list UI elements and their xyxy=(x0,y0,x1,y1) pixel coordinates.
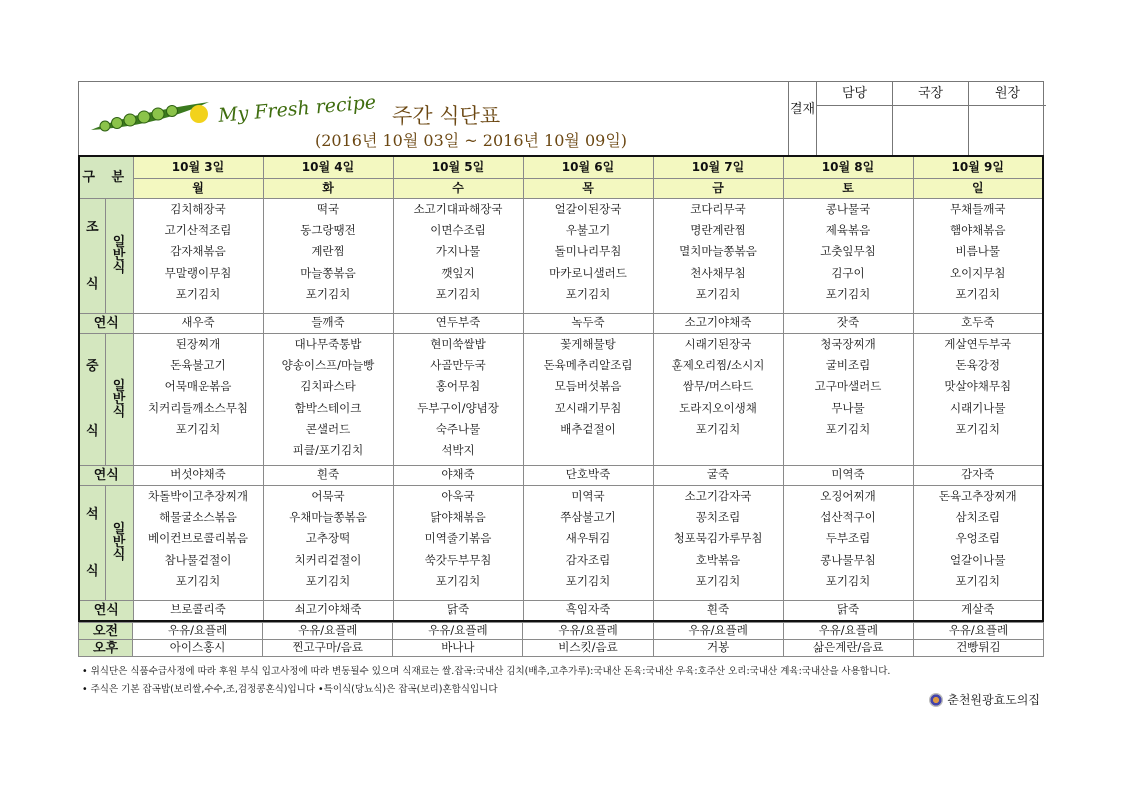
menu-cell xyxy=(783,333,913,465)
signature-box[interactable] xyxy=(817,106,893,156)
am-snack-item: 우유/요플레 xyxy=(913,623,1043,640)
menu-item: 해물굴소스볶음 xyxy=(159,509,237,524)
day-date: 10월 8일 xyxy=(783,156,913,178)
menu-item: 청포묵김가루무침 xyxy=(673,531,763,546)
menu-item: 포기김치 xyxy=(305,287,351,302)
menu-item: 마카로니샐러드 xyxy=(549,265,627,280)
menu-cell xyxy=(523,485,653,600)
menu-item: 포기김치 xyxy=(565,574,611,589)
page-title: 주간 식단표 xyxy=(392,104,501,128)
menu-item: 맛살야채무침 xyxy=(944,379,1012,394)
menu-item: 돈육강정 xyxy=(955,357,1000,372)
menu-item: 양송이스프/마늘빵 xyxy=(281,357,375,372)
dinner-label: 석 식 xyxy=(79,485,105,600)
menu-item: 모듬버섯볶음 xyxy=(554,379,622,394)
menu-item: 포기김치 xyxy=(175,422,221,437)
menu-item: 오징어찌개 xyxy=(820,488,876,503)
menu-item: 피클/포기김치 xyxy=(292,443,364,458)
menu-item: 콩나물무침 xyxy=(820,552,876,567)
menu-item: 참나물겉절이 xyxy=(164,552,232,567)
menu-item: 포기김치 xyxy=(825,422,871,437)
soft-diet-item: 흑임자죽 xyxy=(523,600,653,621)
menu-cell xyxy=(393,333,523,465)
menu-item: 포기김치 xyxy=(825,287,871,302)
menu-item: 꽃게해물탕 xyxy=(560,336,616,351)
menu-item: 떡국 xyxy=(316,201,340,216)
menu-item: 훈제오리찜/소시지 xyxy=(671,357,765,372)
am-snack-label: 오전 xyxy=(79,623,133,640)
am-snack-item: 우유/요플레 xyxy=(393,623,523,640)
menu-item: 햄야채볶음 xyxy=(949,222,1006,237)
menu-item: 멸치마늘쫑볶음 xyxy=(679,244,757,259)
pea-pod-logo-icon xyxy=(87,96,217,136)
soft-diet-label: 연식 xyxy=(79,465,133,485)
menu-item: 섭산적구이 xyxy=(820,509,876,524)
menu-item: 시래기나물 xyxy=(949,400,1006,415)
menu-item: 쌈무/머스타드 xyxy=(682,379,754,394)
soft-diet-item: 닭죽 xyxy=(393,600,523,621)
soft-diet-item: 게살죽 xyxy=(913,600,1043,621)
note-line: • 주식은 기본 잡곡밥(보리쌀,수수,조,검정콩혼식)입니다 •특이식(당뇨식)은 잡곡(보리)혼합식입니다 xyxy=(82,684,498,695)
menu-item: 우채마늘쫑볶음 xyxy=(289,509,367,524)
menu-item: 도라지오이생채 xyxy=(679,400,757,415)
breakfast-label: 조 식 xyxy=(79,198,105,313)
soft-diet-item: 녹두죽 xyxy=(523,313,653,333)
note-line: • 위식단은 식품수급사정에 따라 후원 부식 입고사정에 따라 변동될수 있으며 식재료는 쌀.잡곡:국내산 김치(배추,고추가루):국내산 돈육:국내산 우육:호주산 오리:국내산 계육:국내산을 사용합니다. xyxy=(82,666,891,677)
menu-item: 차돌박이고추장찌개 xyxy=(148,488,248,503)
menu-item: 게살연두부국 xyxy=(944,336,1012,351)
menu-cell xyxy=(523,198,653,313)
menu-item: 돌미나리무침 xyxy=(554,244,622,259)
pm-snack-item: 거봉 xyxy=(653,640,783,657)
pm-snack-item: 찐고구마/음료 xyxy=(263,640,393,657)
menu-item: 김구이 xyxy=(831,265,865,280)
approval-box xyxy=(788,82,1046,156)
pm-snack-item: 바나나 xyxy=(393,640,523,657)
menu-item: 코다리무국 xyxy=(690,201,746,216)
lunch-label: 중 식 xyxy=(79,333,105,465)
dinner-sub-label: 일 반 식 xyxy=(105,485,133,600)
approval-role: 담당 xyxy=(817,82,893,106)
menu-item: 감자조림 xyxy=(565,552,611,567)
menu-item: 시래기된장국 xyxy=(684,336,752,351)
menu-cell xyxy=(913,333,1043,465)
menu-item: 쭈삼불고기 xyxy=(560,509,616,524)
menu-item: 치커리겉절이 xyxy=(294,552,362,567)
menu-item: 소고기대파해장국 xyxy=(413,201,503,216)
pm-snack-label: 오후 xyxy=(79,640,133,657)
menu-item: 마늘쫑볶음 xyxy=(300,265,356,280)
menu-item: 우불고기 xyxy=(565,222,611,237)
menu-item: 닭야채볶음 xyxy=(430,509,486,524)
menu-item: 포기김치 xyxy=(825,574,871,589)
soft-diet-item: 소고기야채죽 xyxy=(653,313,783,333)
soft-diet-item: 흰죽 xyxy=(653,600,783,621)
menu-item: 고추장떡 xyxy=(305,531,351,546)
menu-item: 고구마샐러드 xyxy=(814,379,882,394)
menu-item: 무나물 xyxy=(831,400,865,415)
menu-cell xyxy=(263,198,393,313)
menu-item: 포기김치 xyxy=(305,574,351,589)
menu-item: 꼬시래기무침 xyxy=(554,400,622,415)
soft-diet-label: 연식 xyxy=(79,313,133,333)
day-date: 10월 5일 xyxy=(393,156,523,178)
menu-item: 두부구이/양념장 xyxy=(417,400,499,415)
day-weekday: 화 xyxy=(263,178,393,198)
menu-item: 천사채무침 xyxy=(690,265,746,280)
menu-item: 제육볶음 xyxy=(825,222,871,237)
menu-item: 비름나물 xyxy=(955,244,1000,259)
menu-item: 호박볶음 xyxy=(695,552,741,567)
menu-cell xyxy=(783,485,913,600)
day-date: 10월 7일 xyxy=(653,156,783,178)
menu-item: 어묵매운볶음 xyxy=(164,379,232,394)
institution xyxy=(929,691,1040,708)
menu-item: 소고기감자국 xyxy=(684,488,752,503)
menu-item: 꽁치조림 xyxy=(695,509,741,524)
snack-table xyxy=(78,622,1044,657)
menu-item: 미역줄기볶음 xyxy=(424,531,492,546)
institution-name: 춘천원광효도의집 xyxy=(947,693,1040,707)
menu-item: 포기김치 xyxy=(695,422,741,437)
am-snack-item: 우유/요플레 xyxy=(523,623,653,640)
am-snack-item: 우유/요플레 xyxy=(133,623,263,640)
menu-item: 돈육불고기 xyxy=(170,357,226,372)
soft-diet-item: 흰죽 xyxy=(263,465,393,485)
menu-item: 이면수조림 xyxy=(430,222,486,237)
menu-cell xyxy=(653,485,783,600)
menu-item: 포기김치 xyxy=(955,574,1000,589)
institution-emblem-icon xyxy=(929,693,943,707)
day-weekday: 일 xyxy=(913,178,1043,198)
menu-item: 오이지무침 xyxy=(949,265,1006,280)
sheet-header xyxy=(78,81,1044,155)
menu-item: 포기김치 xyxy=(955,422,1000,437)
menu-item: 콘샐러드 xyxy=(305,422,351,437)
menu-item: 홍어무침 xyxy=(435,379,481,394)
menu-cell xyxy=(653,198,783,313)
soft-diet-item: 굴죽 xyxy=(653,465,783,485)
menu-item: 아욱국 xyxy=(441,488,475,503)
pm-snack-item: 삶은계란/음료 xyxy=(783,640,913,657)
menu-item: 무채들깨국 xyxy=(949,201,1006,216)
menu-item: 가지나물 xyxy=(435,244,481,259)
approval-role: 원장 xyxy=(969,82,1046,106)
menu-cell xyxy=(133,198,263,313)
lunch-sub-label: 일 반 식 xyxy=(105,333,133,465)
menu-item: 고춧잎무침 xyxy=(820,244,876,259)
soft-diet-item: 단호박죽 xyxy=(523,465,653,485)
menu-item: 삼치조림 xyxy=(955,509,1000,524)
soft-diet-label: 연식 xyxy=(79,600,133,621)
menu-cell xyxy=(263,333,393,465)
menu-item: 사골만두국 xyxy=(430,357,486,372)
menu-item: 석박지 xyxy=(441,443,475,458)
menu-cell xyxy=(653,333,783,465)
menu-item: 새우튀김 xyxy=(565,531,611,546)
pm-snack-item: 건빵튀김 xyxy=(913,640,1043,657)
menu-item: 현미쑥쌀밥 xyxy=(430,336,486,351)
soft-diet-item: 연두부죽 xyxy=(393,313,523,333)
menu-item: 청국장찌개 xyxy=(820,336,876,351)
menu-item: 된장찌개 xyxy=(175,336,221,351)
breakfast-sub-label: 일 반 식 xyxy=(105,198,133,313)
menu-cell xyxy=(263,485,393,600)
approval-role: 국장 xyxy=(893,82,969,106)
soft-diet-item: 감자죽 xyxy=(913,465,1043,485)
menu-item: 두부조림 xyxy=(825,531,871,546)
menu-sheet xyxy=(78,81,1044,711)
day-date: 10월 9일 xyxy=(913,156,1043,178)
menu-item: 동그랑땡전 xyxy=(300,222,356,237)
signature-box[interactable] xyxy=(893,106,969,156)
menu-item: 돈육고추장찌개 xyxy=(938,488,1017,503)
menu-item: 콩나물국 xyxy=(825,201,871,216)
menu-item: 명란계란찜 xyxy=(690,222,746,237)
menu-item: 어묵국 xyxy=(311,488,345,503)
soft-diet-item: 잣죽 xyxy=(783,313,913,333)
menu-item: 쑥갓두부무침 xyxy=(424,552,492,567)
soft-diet-item: 버섯야채죽 xyxy=(133,465,263,485)
date-range: (2016년 10월 03일 ~ 2016년 10월 09일) xyxy=(315,131,628,150)
am-snack-item: 우유/요플레 xyxy=(263,623,393,640)
menu-item: 김치파스타 xyxy=(300,379,356,394)
soft-diet-item: 야채죽 xyxy=(393,465,523,485)
soft-diet-item: 들깨죽 xyxy=(263,313,393,333)
menu-cell xyxy=(913,485,1043,600)
soft-diet-item: 미역죽 xyxy=(783,465,913,485)
meal-table xyxy=(78,155,1044,622)
menu-item: 감자채볶음 xyxy=(170,244,226,259)
soft-diet-item: 브로콜리죽 xyxy=(133,600,263,621)
soft-diet-item: 쇠고기야채죽 xyxy=(263,600,393,621)
soft-diet-item: 새우죽 xyxy=(133,313,263,333)
menu-item: 돈육메추리알조림 xyxy=(543,357,633,372)
logo-text: My Fresh recipe xyxy=(217,91,377,127)
menu-item: 포기김치 xyxy=(175,574,221,589)
day-weekday: 수 xyxy=(393,178,523,198)
day-weekday: 목 xyxy=(523,178,653,198)
menu-item: 배추겉절이 xyxy=(560,422,616,437)
menu-item: 얼갈이나물 xyxy=(949,552,1006,567)
menu-item: 포기김치 xyxy=(955,287,1000,302)
day-weekday: 토 xyxy=(783,178,913,198)
menu-item: 얼갈이된장국 xyxy=(554,201,622,216)
menu-cell xyxy=(913,198,1043,313)
menu-item: 대나무죽통밥 xyxy=(294,336,362,351)
menu-item: 포기김치 xyxy=(695,574,741,589)
menu-item: 포기김치 xyxy=(695,287,741,302)
menu-item: 김치해장국 xyxy=(170,201,226,216)
menu-item: 포기김치 xyxy=(565,287,611,302)
menu-item: 고기산적조림 xyxy=(164,222,232,237)
menu-cell xyxy=(393,485,523,600)
menu-item: 치커리들깨소스무침 xyxy=(148,400,248,415)
gubun-label: 구 분 xyxy=(79,156,133,198)
day-date: 10월 4일 xyxy=(263,156,393,178)
menu-item: 굴비조림 xyxy=(825,357,871,372)
day-date: 10월 3일 xyxy=(133,156,263,178)
am-snack-item: 우유/요플레 xyxy=(653,623,783,640)
menu-item: 깻잎지 xyxy=(441,265,475,280)
menu-item: 포기김치 xyxy=(435,574,481,589)
menu-item: 숙주나물 xyxy=(435,422,481,437)
menu-cell xyxy=(523,333,653,465)
day-weekday: 월 xyxy=(133,178,263,198)
menu-item: 미역국 xyxy=(571,488,605,503)
menu-item: 함박스테이크 xyxy=(294,400,362,415)
menu-item: 무말랭이무침 xyxy=(164,265,232,280)
day-date: 10월 6일 xyxy=(523,156,653,178)
menu-cell xyxy=(133,333,263,465)
approval-label: 결재 xyxy=(789,82,817,156)
menu-cell xyxy=(393,198,523,313)
soft-diet-item: 호두죽 xyxy=(913,313,1043,333)
menu-item: 계란찜 xyxy=(311,244,345,259)
pm-snack-item: 아이스홍시 xyxy=(133,640,263,657)
menu-item: 베이컨브로콜리볶음 xyxy=(148,531,248,546)
menu-item: 우엉조림 xyxy=(955,531,1000,546)
pm-snack-item: 비스킷/음료 xyxy=(523,640,653,657)
menu-item: 포기김치 xyxy=(435,287,481,302)
menu-cell xyxy=(133,485,263,600)
menu-item: 포기김치 xyxy=(175,287,221,302)
am-snack-item: 우유/요플레 xyxy=(783,623,913,640)
menu-cell xyxy=(783,198,913,313)
soft-diet-item: 닭죽 xyxy=(783,600,913,621)
signature-box[interactable] xyxy=(969,106,1046,156)
day-weekday: 금 xyxy=(653,178,783,198)
